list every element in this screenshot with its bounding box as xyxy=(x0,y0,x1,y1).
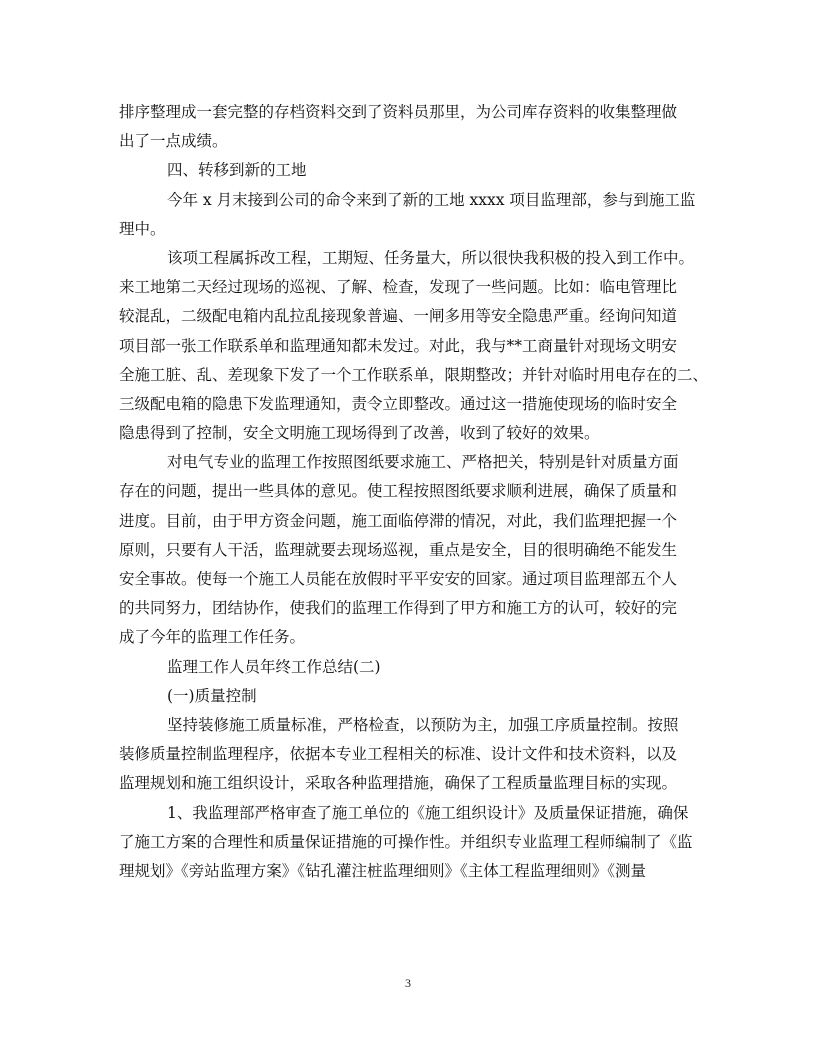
text-line: 1、我监理部严格审查了施工单位的《施工组织设计》及质量保证措施，确保 xyxy=(167,803,689,822)
text-line: 成了今年的监理工作任务。 xyxy=(119,628,306,647)
document-body xyxy=(119,98,709,886)
text-line: 存在的问题，提出一些具体的意见。使工程按照图纸要求顺利进展，确保了质量和 xyxy=(119,482,678,501)
text-line: 三级配电箱的隐患下发监理通知，责令立即整改。通过这一措施使现场的临时安全 xyxy=(119,394,678,413)
text-line: 理中。 xyxy=(119,219,166,238)
text-line: 的共同努力，团结协作，使我们的监理工作得到了甲方和施工方的认可，较好的完 xyxy=(119,599,678,618)
text-line: 了施工方案的合理性和质量保证措施的可操作性。并组织专业监理工程师编制了《监 xyxy=(119,832,693,851)
text-line: 隐患得到了控制，安全文明施工现场得到了改善，收到了较好的效果。 xyxy=(119,424,600,443)
document-subtitle: 监理工作人员年终工作总结(二) xyxy=(167,657,381,676)
text-line: 今年 x 月末接到公司的命令来到了新的工地 xxxx 项目监理部，参与到施工监 xyxy=(167,190,696,209)
text-line: 较混乱，二级配电箱内乱拉乱接现象普遍、一闸多用等安全隐患严重。经询问知道 xyxy=(119,307,678,326)
text-line: 坚持装修施工质量标准，严格检查，以预防为主，加强工序质量控制。按照 xyxy=(167,715,679,734)
text-line: 出了一点成绩。 xyxy=(119,132,228,151)
section-heading: 四、转移到新的工地 xyxy=(167,161,307,180)
text-line: 项目部一张工作联系单和监理通知都未发过。对此，我与**工商量针对现场文明安 xyxy=(119,336,678,355)
page-number: 3 xyxy=(405,976,411,990)
text-line: 监理规划和施工组织设计，采取各种监理措施，确保了工程质量监理目标的实现。 xyxy=(119,774,678,793)
text-line: 原则，只要有人干活，监理就要去现场巡视，重点是安全，目的很明确绝不能发生 xyxy=(119,540,678,559)
text-line: 来工地第二天经过现场的巡视、了解、检查，发现了一些问题。比如：临电管理比 xyxy=(119,278,678,297)
text-line: 安全事故。使每一个施工人员能在放假时平平安安的回家。通过项目监理部五个人 xyxy=(119,570,678,588)
text-line: 全施工脏、乱、差现象下发了一个工作联系单，限期整改；并针对临时用电存在的二、 xyxy=(119,365,709,384)
section-heading: (一)质量控制 xyxy=(167,686,257,705)
text-line: 对电气专业的监理工作按照图纸要求施工、严格把关，特别是针对质量方面 xyxy=(167,453,679,472)
text-line: 排序整理成一套完整的存档资料交到了资料员那里，为公司库存资料的收集整理做 xyxy=(119,103,678,121)
text-line: 理规划》《旁站监理方案》《钻孔灌注桩监理细则》《主体工程监理细则》《测量 xyxy=(119,861,647,880)
text-line: 装修质量控制监理程序，依据本专业工程相关的标准、设计文件和技术资料，以及 xyxy=(119,745,678,764)
text-line: 进度。目前，由于甲方资金问题，施工面临停滞的情况，对此，我们监理把握一个 xyxy=(119,511,678,530)
text-line: 该项工程属拆改工程，工期短、任务量大，所以很快我积极的投入到工作中。 xyxy=(167,248,695,267)
